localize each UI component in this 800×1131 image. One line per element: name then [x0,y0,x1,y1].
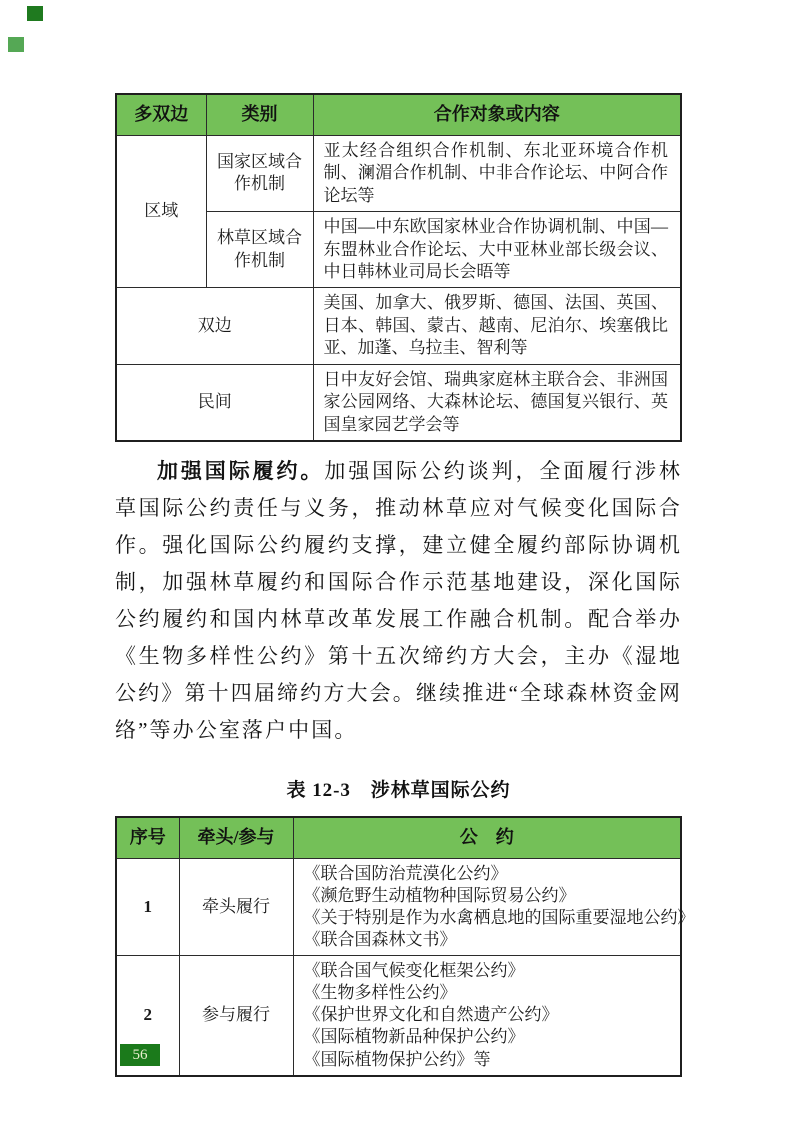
corner-decoration-light-square [8,37,24,52]
convention-item: 《濒危野生动植物种国际贸易公约》 [303,885,576,905]
convention-item: 《生物多样性公约》 [303,983,457,1003]
paragraph-international-compliance [115,453,682,749]
table-row [116,858,681,955]
cell-row2-role: 参与履行 [179,956,293,1076]
table-row [116,135,681,211]
cell-bilateral: 双边 [116,288,313,364]
col-header-category: 类别 [206,94,313,135]
cooperation-table [115,93,682,442]
cooperation-table-header-row [116,94,681,135]
table-row [116,364,681,441]
cell-bilateral-partners: 美国、加拿大、俄罗斯、德国、法国、英国、日本、韩国、蒙古、越南、尼泊尔、埃塞俄比亚、加蓬、乌拉圭、智利等 [313,288,681,364]
table-row [116,956,681,1076]
convention-item: 《联合国森林文书》 [303,930,457,950]
cell-national-regional-partners: 亚太经合组织合作机制、东北亚环境合作机制、澜湄合作机制、中非合作论坛、中阿合作论坛等 [313,135,681,211]
cell-row1-role: 牵头履行 [179,858,293,955]
page-content [115,93,695,1077]
cell-forest-regional-partners: 中国—中东欧国家林业合作协调机制、中国—东盟林业合作论坛、大中亚林业部长级会议、中日韩林业司局长会晤等 [313,212,681,288]
convention-item: 《关于特别是作为水禽栖息地的国际重要湿地公约》 [303,907,695,927]
col-header-convention: 公 约 [293,817,681,858]
cell-region: 区域 [116,135,206,288]
col-header-number: 序号 [116,817,179,858]
cell-civil-partners: 日中友好会馆、瑞典家庭林主联合会、非洲国家公园网络、大森林论坛、德国复兴银行、英国皇家园艺学会等 [313,364,681,441]
convention-item: 《国际植物新品种保护公约》 [303,1027,525,1047]
cell-national-regional-mechanism: 国家区域合作机制 [206,135,313,211]
col-header-role: 牵头/参与 [179,817,293,858]
convention-item: 《联合国防治荒漠化公约》 [303,863,508,883]
convention-item: 《保护世界文化和自然遗产公约》 [303,1005,559,1025]
col-header-partners: 合作对象或内容 [313,94,681,135]
cell-row1-conventions [293,858,695,955]
corner-decoration-dark-square [27,6,43,21]
page-number: 56 [132,1047,148,1063]
conventions-table [115,816,695,1077]
convention-item: 《国际植物保护公约》等 [303,1049,491,1069]
conventions-table-header-row [116,817,681,858]
table-row [116,288,681,364]
cell-civil: 民间 [116,364,313,441]
cell-row1-number: 1 [116,858,179,955]
cell-forest-regional-mechanism: 林草区域合作机制 [206,212,313,288]
col-header-multibilateral: 多双边 [116,94,206,135]
cell-row2-number: 2 [116,956,179,1076]
table2-caption: 表 12-3 涉林草国际公约 [286,780,511,801]
page-number-badge [120,1044,160,1066]
cell-row2-conventions [293,956,681,1076]
paragraph-bold-lead: 加强国际履约。 [157,459,325,483]
paragraph-body-text: 加强国际公约谈判，全面履行涉林草国际公约责任与义务，推动林草应对气候变化国际合作。强化国际公约履约支撑，建立健全履约部际协调机制，加强林草履约和国际合作示范基地建设，深化国际公约履约和国内林草改革发展工作融合机制。配合举办《生物多样性公约》第十五次缔约方大会，主办《湿地公约》第十四届缔约方大会。继续推进“全球森林资金网络”等办公室落户中国。 [115,459,683,742]
convention-item: 《联合国气候变化框架公约》 [303,961,525,981]
